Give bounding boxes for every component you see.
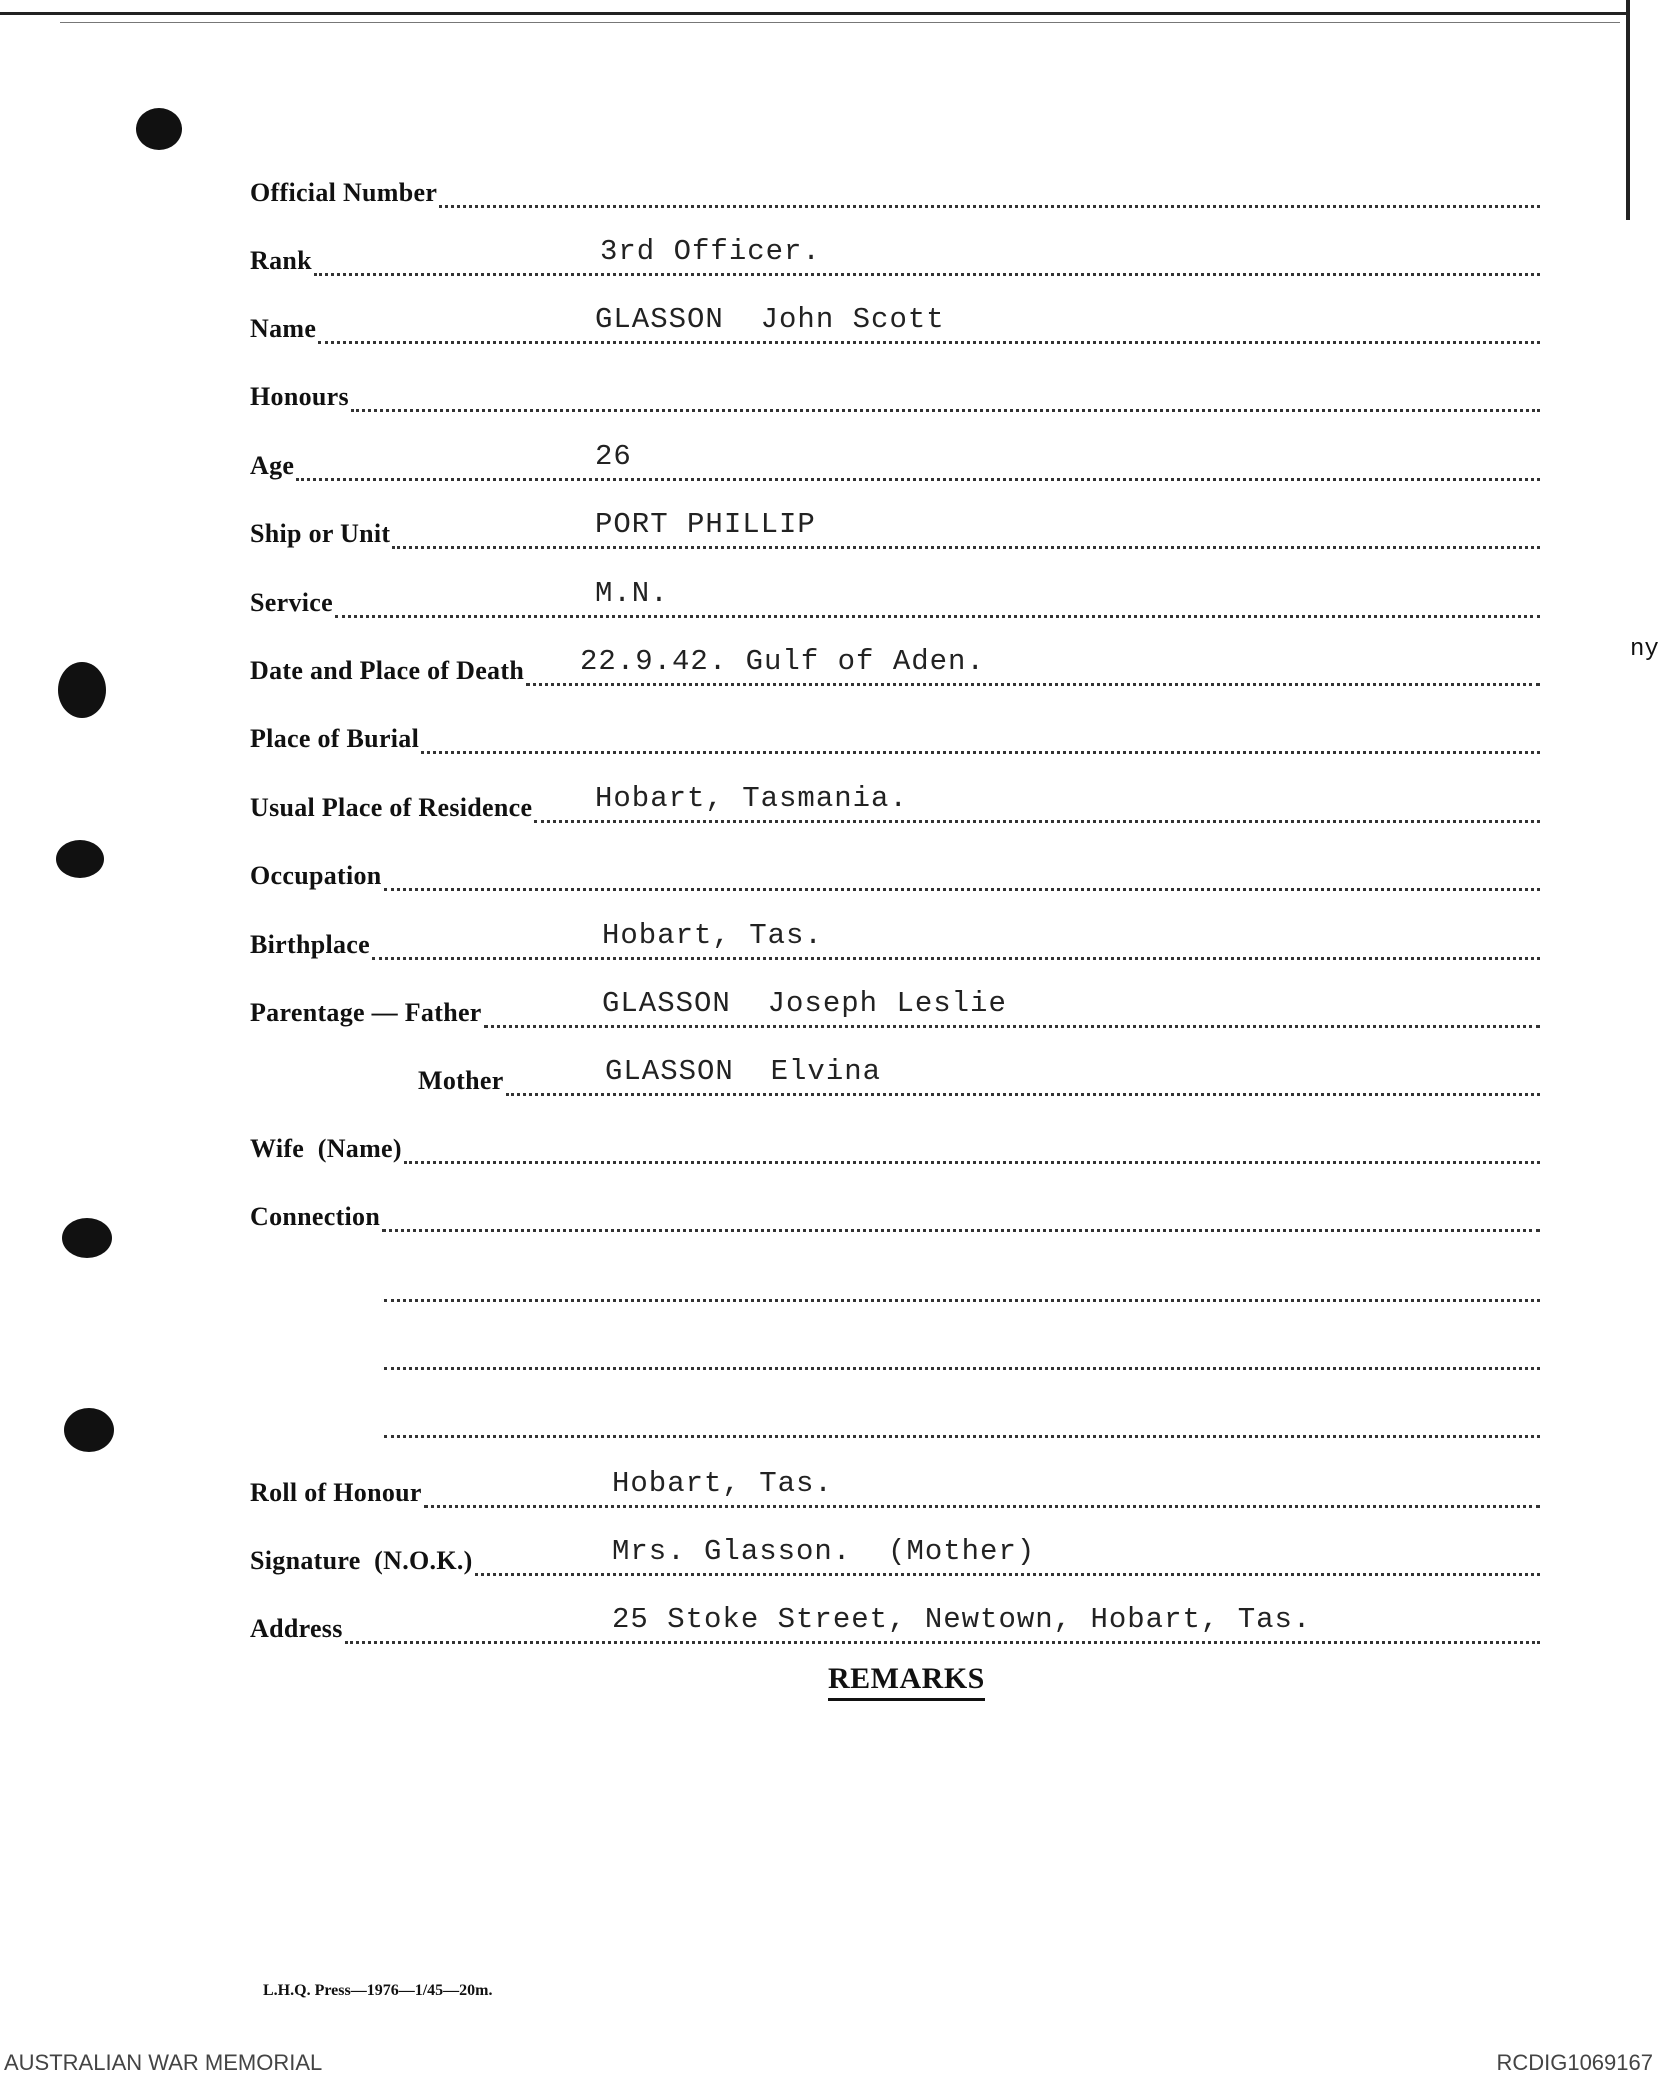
field-label: Ship or Unit: [250, 519, 391, 548]
field-value: GLASSON Joseph Leslie: [602, 987, 1007, 1020]
dotted-leader-line: [421, 729, 1540, 754]
form-row: [382, 1398, 1540, 1438]
field-label: Roll of Honour: [250, 1478, 422, 1507]
field-label: Usual Place of Residence: [250, 793, 533, 822]
field-value: 26: [595, 440, 632, 473]
dotted-leader-line: [424, 1483, 1540, 1508]
punch-hole-1: [136, 108, 182, 150]
field-label: Age: [250, 451, 295, 480]
form-row: [250, 1536, 1540, 1576]
punch-hole-2: [58, 662, 106, 718]
field-value: Hobart, Tasmania.: [595, 782, 908, 815]
field-label: Rank: [250, 246, 312, 275]
footer-record-id: RCDIG1069167: [1496, 2050, 1653, 2075]
dotted-leader-line: [314, 251, 1540, 276]
top-border-line-thin: [60, 22, 1620, 23]
dotted-leader-line: [392, 524, 1540, 549]
dotted-leader-line: [296, 456, 1540, 481]
form-row: [250, 168, 1540, 208]
field-label: Place of Burial: [250, 724, 420, 753]
form-row: [418, 1056, 1540, 1096]
field-label: Address: [250, 1614, 343, 1643]
field-label: Birthplace: [250, 930, 370, 959]
form-row: [250, 236, 1540, 276]
form-row: [250, 714, 1540, 754]
edge-text-fragment: ny: [1630, 636, 1659, 663]
field-label: Parentage — Father: [250, 998, 482, 1027]
field-value: Hobart, Tas.: [602, 919, 823, 952]
field-label: Official Number: [250, 178, 438, 207]
form-row: [250, 920, 1540, 960]
form-row: [250, 1468, 1540, 1508]
dotted-leader-line: [384, 1345, 1540, 1370]
field-value: 25 Stoke Street, Newtown, Hobart, Tas.: [612, 1603, 1312, 1636]
field-label: Signature (N.O.K.): [250, 1546, 473, 1575]
form-row: [250, 509, 1540, 549]
form-row: [250, 851, 1540, 891]
field-label: Mother: [418, 1066, 504, 1095]
field-label: Occupation: [250, 861, 382, 890]
form-row: [382, 1330, 1540, 1370]
form-row: [250, 304, 1540, 344]
field-label: Honours: [250, 382, 349, 411]
punch-hole-4: [62, 1218, 112, 1258]
dotted-leader-line: [372, 935, 1540, 960]
form-row: [382, 1262, 1540, 1302]
field-value: GLASSON Elvina: [605, 1055, 882, 1088]
printer-imprint: L.H.Q. Press—1976—1/45—20m.: [263, 1982, 493, 1999]
field-value: 3rd Officer.: [600, 235, 821, 268]
field-value: GLASSON John Scott: [595, 303, 945, 336]
dotted-leader-line: [439, 183, 1540, 208]
form-row: [250, 646, 1540, 686]
dotted-leader-line: [351, 387, 1540, 412]
punch-hole-3: [56, 840, 104, 878]
field-label: Date and Place of Death: [250, 656, 525, 685]
remarks-heading: REMARKS: [828, 1662, 985, 1701]
field-label: Name: [250, 314, 317, 343]
form-row: [250, 578, 1540, 618]
field-label: Connection: [250, 1202, 381, 1231]
field-value: PORT PHILLIP: [595, 508, 816, 541]
dotted-leader-line: [384, 1277, 1540, 1302]
dotted-leader-line: [382, 1207, 1540, 1232]
field-value: M.N.: [595, 577, 669, 610]
form-row: [250, 1192, 1540, 1232]
form-row: [250, 988, 1540, 1028]
field-label: Wife (Name): [250, 1134, 402, 1163]
footer-archive-name: AUSTRALIAN WAR MEMORIAL: [4, 2050, 323, 2075]
dotted-leader-line: [335, 593, 1540, 618]
field-value: 22.9.42. Gulf of Aden.: [580, 645, 985, 678]
dotted-leader-line: [404, 1139, 1540, 1164]
form-row: [250, 372, 1540, 412]
right-edge-mark: [1626, 0, 1630, 220]
dotted-leader-line: [384, 1413, 1540, 1438]
form-row: [250, 441, 1540, 481]
form-row: [250, 1124, 1540, 1164]
field-value: Mrs. Glasson. (Mother): [612, 1535, 1036, 1568]
punch-hole-5: [64, 1408, 114, 1452]
dotted-leader-line: [384, 866, 1540, 891]
field-value: Hobart, Tas.: [612, 1467, 833, 1500]
form-row: [250, 783, 1540, 823]
top-border-line: [0, 12, 1630, 15]
form-row: [250, 1604, 1540, 1644]
field-label: Service: [250, 588, 333, 617]
